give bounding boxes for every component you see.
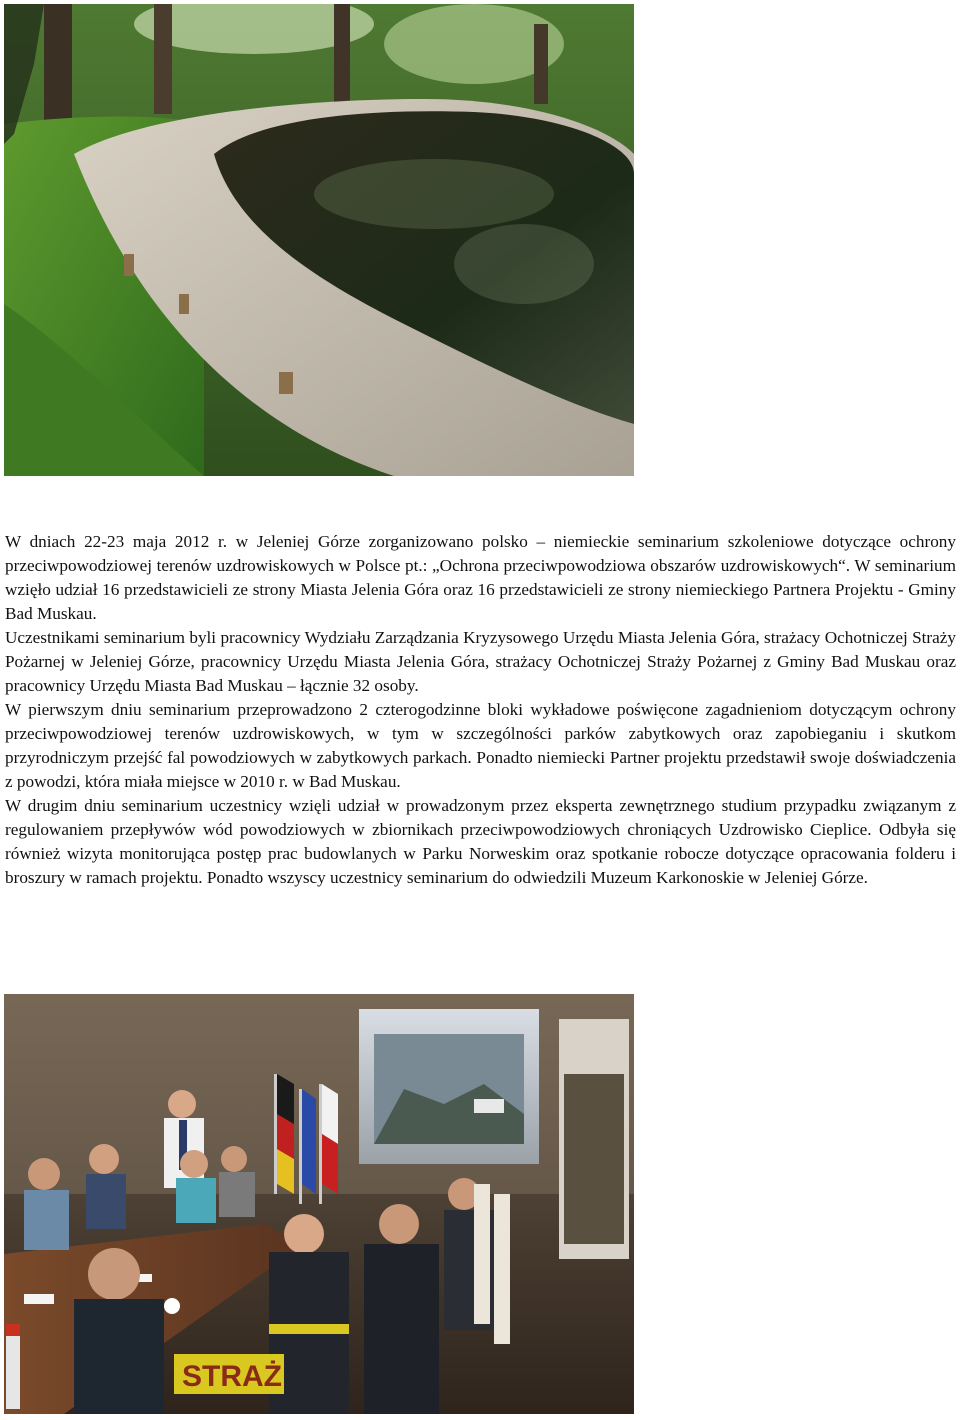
seminar-room-illustration: [4, 994, 634, 1414]
paragraph-day-one: W pierwszym dniu seminarium przeprowadzono 2 czterogodzinne bloki wykładowe poświęcone zagadnieniom dotyczącym ochrony przeciwpowodziowej terenów uzdrowiskowych, w tym w szczególności parków zabytkowych oraz zapobieganiu i skutkom przyrodniczym przejść fal powodziowych w zabytkowych parkach. Ponadto niemiecki Partner projektu przedstawił swoje doświadczenia z powodzi, która miała miejsce w 2010 r. w Bad Muskau.: [5, 700, 956, 791]
paragraph-day-two: W drugim dniu seminarium uczestnicy wzięli udział w prowadzonym przez eksperta zewnętrznego studium przypadku związanym z regulowaniem przepływów wód powodziowych w zbiornikach przeciwpowodziowych chroniących Uzdrowisko Cieplice. Odbyła się również wizyta monitorująca postęp prac budowlanych w Parku Norweskim oraz spotkanie robocze dotyczące opracowania folderu i broszury w ramach projektu. Ponadto wszyscy uczestnicy seminarium do odwiedzili Muzeum Karkonoskie w Jeleniej Górze.: [5, 796, 956, 887]
paragraph-intro: W dniach 22-23 maja 2012 r. w Jeleniej Górze zorganizowano polsko – niemieckie seminarium szkoleniowe dotyczące ochrony przeciwpowodziowej terenów uzdrowiskowych w Polsce pt.: „Ochrona przeciwpowodziowa obszarów uzdrowiskowych“. W seminarium wzięło udział 16 przedstawicieli ze strony Miasta Jelenia Góra oraz 16 przedstawicieli ze strony niemieckiego Partnera Projektu - Gminy Bad Muskau.: [5, 532, 956, 623]
paragraph-participants: Uczestnikami seminarium byli pracownicy Wydziału Zarządzania Kryzysowego Urzędu Miasta Jelenia Góra, strażacy Ochotniczej Straży Pożarnej w Jeleniej Górze, pracownicy Urzędu Miasta Jelenia Góra, strażacy Ochotniczej Straży Pożarnej z Gminy Bad Muskau oraz pracownicy Urzędu Miasta Bad Muskau – łącznie 32 osoby.: [5, 628, 956, 695]
article-text: [5, 530, 956, 890]
jacket-lettering: STRAŻ: [182, 1360, 282, 1393]
park-pond-photo: [4, 4, 634, 476]
seminar-room-photo: [4, 994, 634, 1414]
park-pond-illustration: [4, 4, 634, 476]
